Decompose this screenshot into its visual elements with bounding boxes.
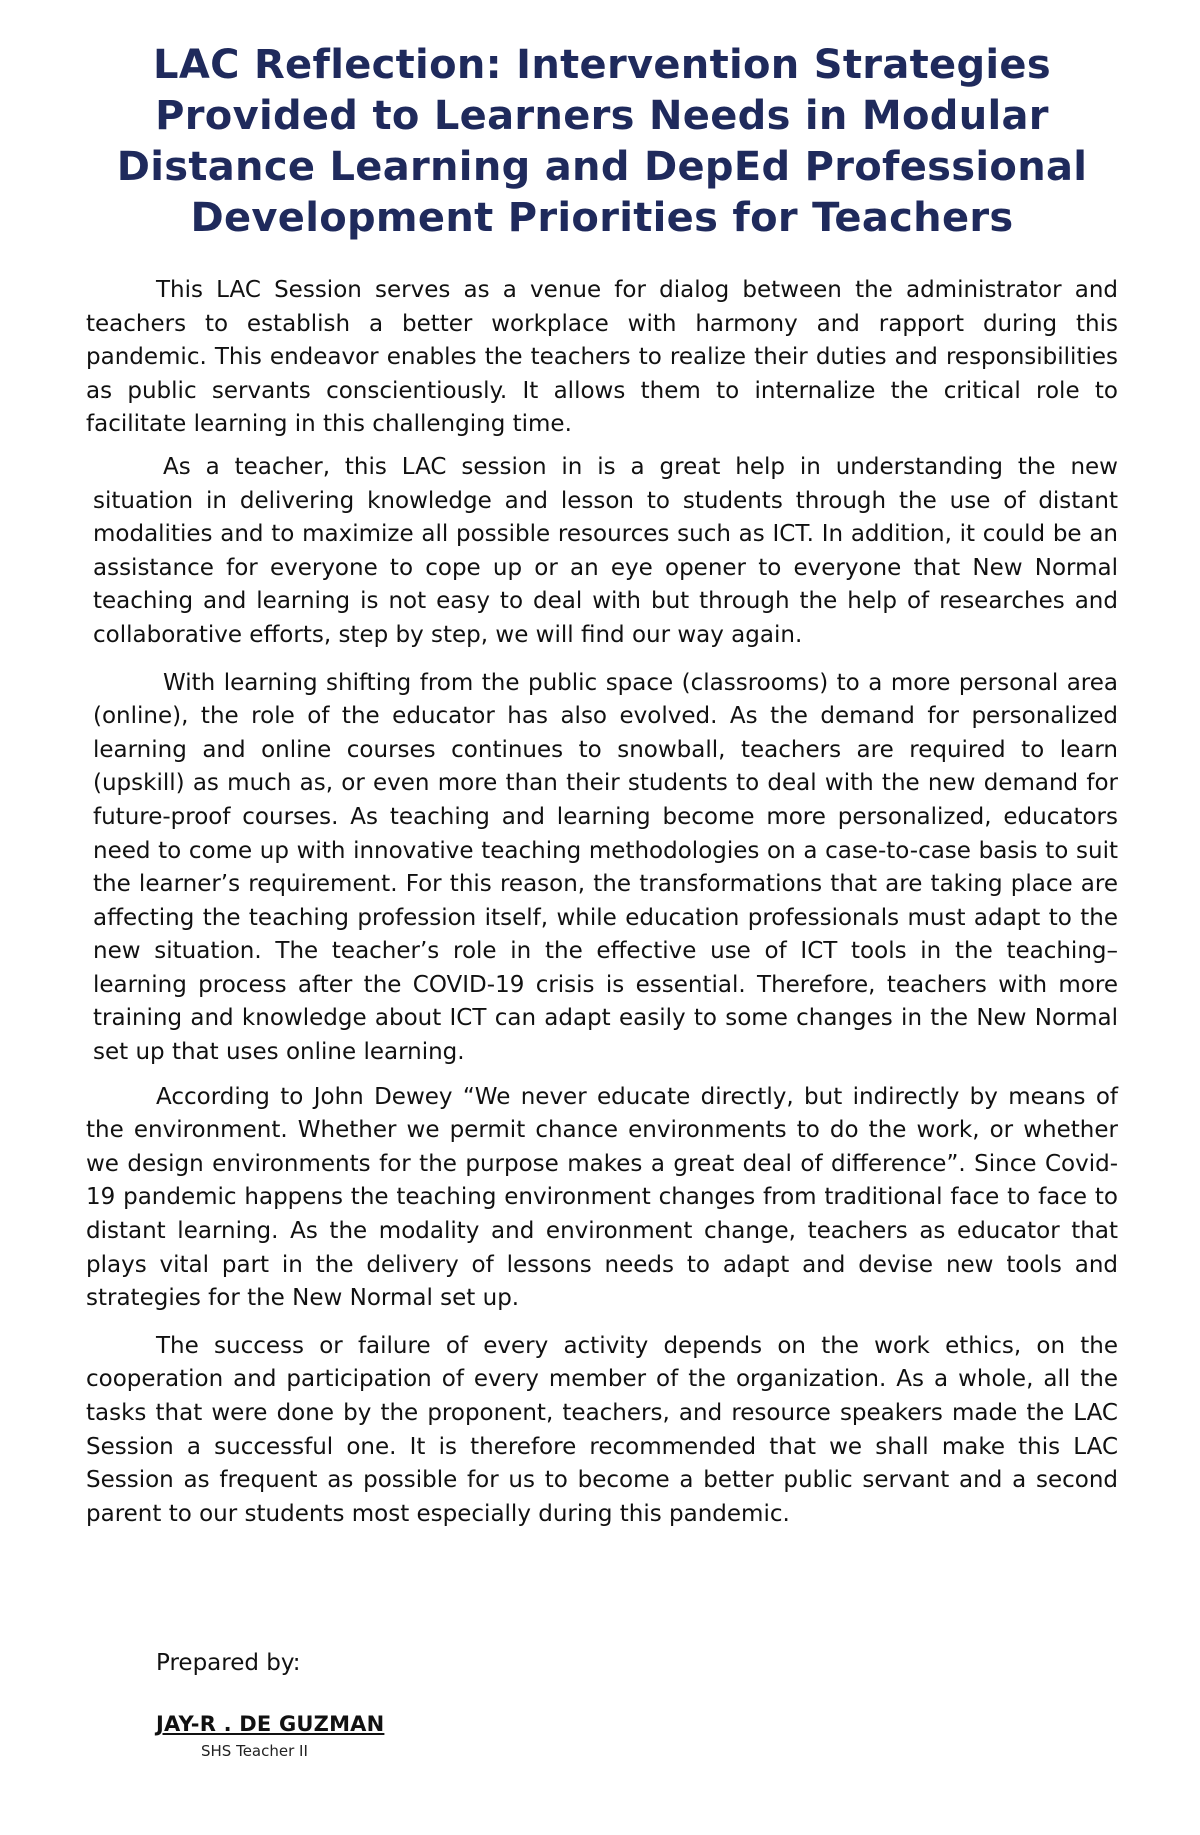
signatory-position: SHS Teacher II: [201, 1742, 308, 1760]
paragraph-4: According to John Dewey “We never educate directly, but indirectly by means of the environment. Whether we permit chance environments to do the work, or whether we design environments for the purpose makes a great deal of difference”. Since Covid-19 pandemic happens the teaching environment changes from traditional face to face to distant learning. As the modality and environment change, teachers as educator that plays vital part in the delivery of lessons needs to adapt and devise new tools and strategies for the New Normal set up.: [86, 1083, 1118, 1312]
signatory-name: JAY-R . DE GUZMAN: [156, 1712, 385, 1736]
paragraph-1: This LAC Session serves as a venue for dialog between the administrator and teachers to establish a better workplace with harmony and rapport during this pandemic. This endeavor enables the teachers to realize their duties and responsibilities as public servants conscientiously. It allows them to internalize the critical role to facilitate learning in this challenging time.: [86, 277, 1118, 438]
signature-block: [86, 1648, 384, 1760]
paragraph-2: As a teacher, this LAC session in is a great help in understanding the new situation in delivering knowledge and lesson to students through the use of distant modalities and to maximize all possible resources such as ICT. In addition, it could be an assistance for everyone to cope up or an eye opener to everyone that New Normal teaching and learning is not easy to deal with but through the help of researches and collaborative efforts, step by step, we will find our way again.: [93, 453, 1118, 648]
paragraph-5: The success or failure of every activity depends on the work ethics, on the cooperation and participation of every member of the organization. As a whole, all the tasks that were done by the proponent, teachers, and resource speakers made the LAC Session a successful one. It is therefore recommended that we shall make this LAC Session as frequent as possible for us to become a better public servant and a second parent to our students most especially during this pandemic.: [86, 1332, 1118, 1527]
document-title: LAC Reflection: Intervention Strategies Provided to Learners Needs in Modular Distance Learning and DepEd Professional Development Priorities for Teachers: [116, 42, 1088, 241]
paragraph-3: With learning shifting from the public space (classrooms) to a more personal area (online), the role of the educator has also evolved. As the demand for personalized learning and online courses continues to snowball, teachers are required to learn (upskill) as much as, or even more than their students to deal with the new demand for future-proof courses. As teaching and learning become more personalized, educators need to come up with innovative teaching methodologies on a case-to-case basis to suit the learner’s requirement. For this reason, the transformations that are taking place are affecting the teaching profession itself, while education professionals must adapt to the new situation. The teacher’s role in the effective use of ICT tools in the teaching–learning process after the COVID-19 crisis is essential. Therefore, teachers with more training and knowledge about ICT can adapt easily to some changes in the New Normal set up that uses online learning.: [93, 669, 1118, 1066]
prepared-by-label: Prepared by:: [156, 1650, 301, 1676]
